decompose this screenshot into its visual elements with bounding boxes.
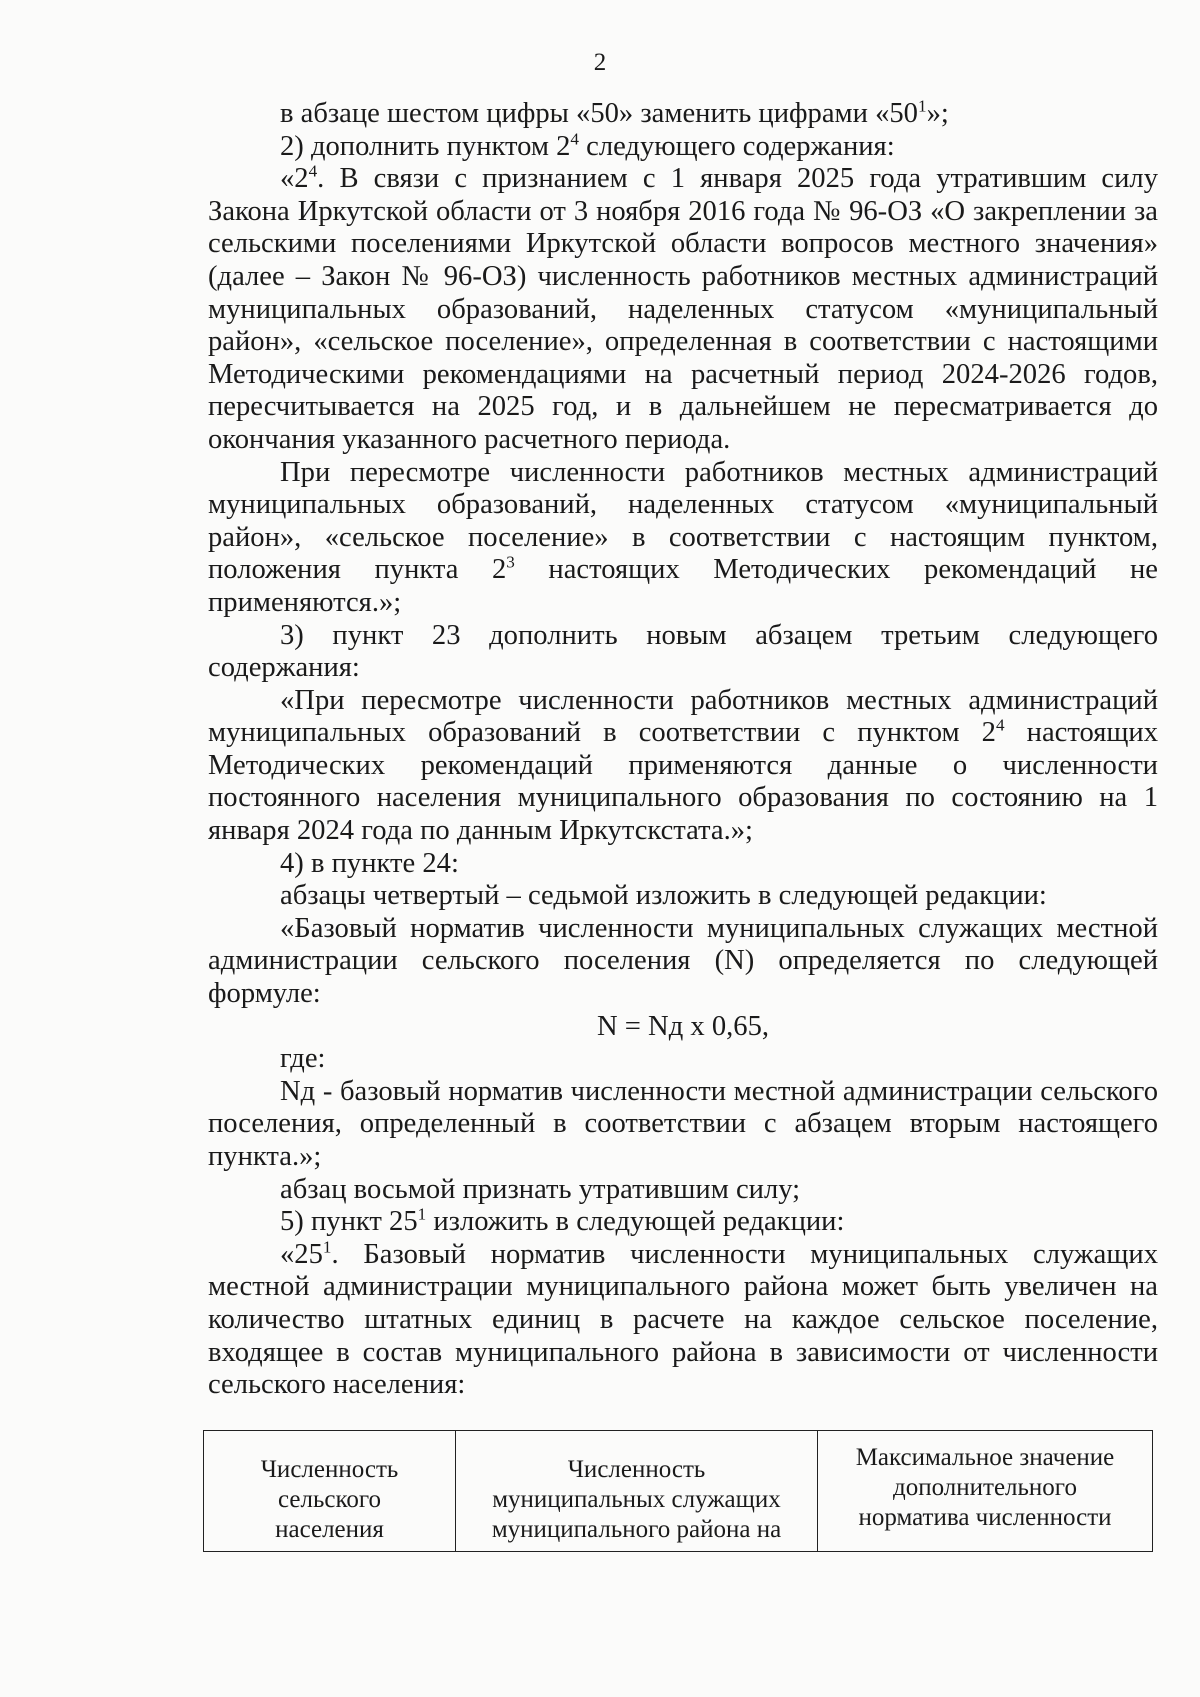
paragraph-4: При пересмотре численности работников местных администраций муниципальных образований, наделенных статусом «муниципальный район», «сельское поселение» в соответствии с настоящим пунктом, положения пункта $2^3$ настоящих Методических рекомендаций не применяются.»; <box>208 456 1158 618</box>
document-body <box>208 98 1158 1402</box>
page-number: 2 <box>593 49 607 76</box>
paragraph-6: «При пересмотре численности работников местных администраций муниципальных образований в соответствии с пунктом $2^4$ настоящих Методических рекомендаций применяются данные о численности постоянного населения муниципального образования по состоянию на 1 января 2024 года по данным Иркутскстата.»; <box>208 684 1158 847</box>
paragraph-2: 2) дополнить пунктом $2^4$ следующего содержания: <box>280 129 895 162</box>
paragraph-11: Nд - базовый норматив численности местной администрации сельского поселения, определенный в соответствии с абзацем вторым настоящего пункта.»; <box>208 1075 1158 1172</box>
paragraph-5: 3) пункт 23 дополнить новым абзацем третьим следующего содержания: <box>208 619 1158 684</box>
paragraph-8: абзацы четвертый – седьмой изложить в следующей редакции: <box>280 880 1047 912</box>
table-header-cell-max-norm: Максимальное значение дополнительного норматива численности <box>818 1431 1153 1552</box>
paragraph-9: «Базовый норматив численности муниципальных служащих местной администрации сельского поселения (N) определяется по следующей формуле: <box>208 912 1158 1010</box>
table-header-row <box>204 1431 1153 1552</box>
table-header-cell-population: Численность сельского населения <box>204 1431 456 1552</box>
paragraph-13: 5) пункт $25^1$ изложить в следующей редакции: <box>280 1204 845 1238</box>
formula: N = Nд х 0,65, <box>596 1010 770 1042</box>
table-header-cell-staff: Численность муниципальных служащих муниципального района на <box>456 1431 818 1552</box>
paragraph-3: «$2^4$. В связи с признанием с 1 января 2025 года утратившим силу Закона Иркутской области от 3 ноября 2016 года № 96-ОЗ «О закреплении за сельскими поселениями Иркутской области вопросов местного значения» (далее – Закон № 96-ОЗ) численность работников местных администраций муниципальных образований, наделенных статусом «муниципальный район», «сельское поселение», определенная в соответствии с настоящими Методическими рекомендациями на расчетный период 2024-2026 годов, пересчитывается на 2025 год, и в дальнейшем не пересматривается до окончания указанного расчетного периода. <box>208 161 1158 455</box>
paragraph-10: где: <box>280 1043 326 1075</box>
paragraph-7: 4) в пункте 24: <box>280 847 459 879</box>
paragraph-1: в абзаце шестом цифры «50» заменить цифрами «$50^1$»; <box>280 96 949 129</box>
paragraph-12: абзац восьмой признать утратившим силу; <box>280 1173 801 1205</box>
paragraph-14: «$25^1$. Базовый норматив численности муниципальных служащих местной администрации муниципального района может быть увеличен на количество штатных единиц в расчете на каждое сельское поселение, входящее в состав муниципального района в зависимости от численности сельского населения: <box>208 1237 1158 1401</box>
norms-table <box>203 1430 1153 1552</box>
